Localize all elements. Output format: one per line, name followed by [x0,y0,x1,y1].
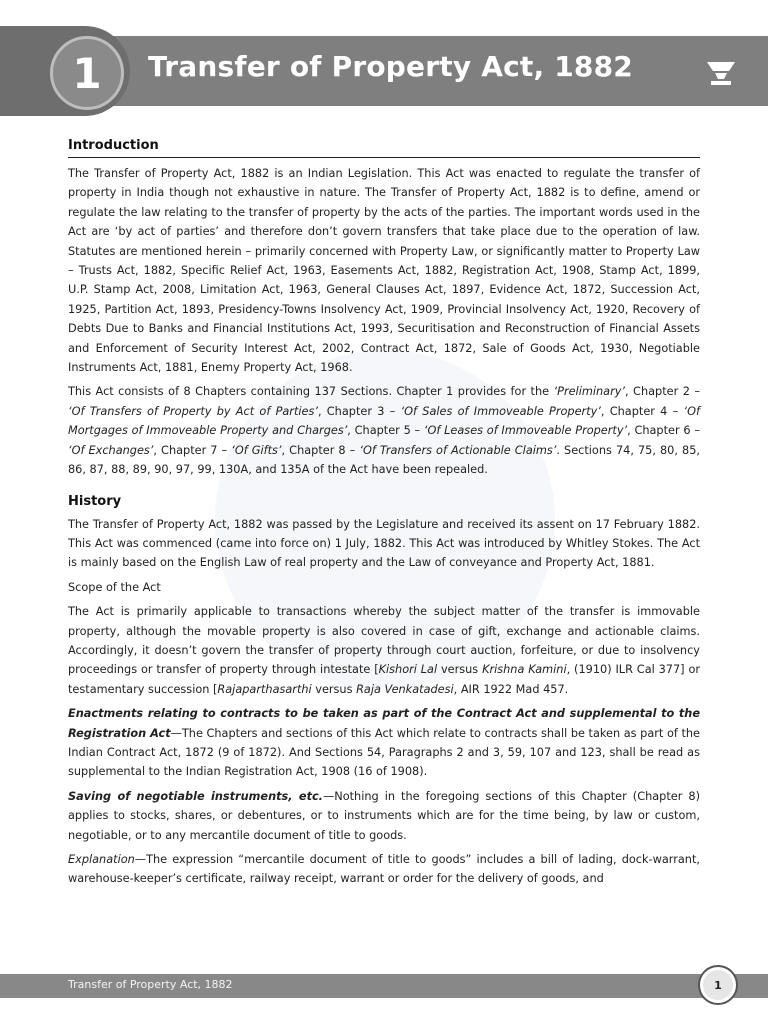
history-paragraph-3: Enactments relating to contracts to be taken as part of the Contract Act and supplemental to the Registration Act—The Chapters and sections of this Act which relate to contracts shall be taken as part of the Indian Contract Act, 1872 (9 of 1872). And Sections 54, Paragraphs 2 and 3, 59, 107 and 123, shall be read as supplemental to the Indian Registration Act, 1908 (16 of 1908). [68,707,700,779]
history-paragraph-4: Saving of negotiable instruments, etc.—Nothing in the foregoing sections of this Chapter (Chapter 8) applies to stocks, shares, or debentures, or to instruments which are for the time being, by law or custom, negotiable, or to any mercantile document of title to goods. [68,789,700,842]
page-number: 1 [703,970,733,1000]
footer-title: Transfer of Property Act, 1882 [68,978,233,991]
history-paragraph-5: Explanation—The expression “mercantile document of title to goods” includes a bill of lading, dock-warrant, warehouse-keeper’s certificate, railway receipt, warrant or order for the delivery of goods, and [68,853,700,886]
chapter-number: 1 [50,36,124,110]
history-paragraph-2: The Act is primarily applicable to transactions whereby the subject matter of the transfer is immovable property, although the movable property is also covered in case of gift, exchange and actionable claims. Accordingly, it doesn’t govern the transfer of property through court auction, forfeiture, or due to insolvency proceedings or transfer of property through intestate [Kishori Lal versus Krishna Kamini, (1910) ILR Cal 377] or testamentary succession [Rajaparthasarthi versus Raja Venkatadesi, AIR 1922 Mad 457. [68,605,700,696]
intro-paragraph-1: The Transfer of Property Act, 1882 is an Indian Legislation. This Act was enacted to regulate the transfer of property in India though not exhaustive in nature. The Transfer of Property Act, 1882 is to define, amend or regulate the law relating to the transfer of property by the acts of the parties. The important words used in the Act are ‘by act of parties’ and therefore don’t govern transfers that take place due to the operation of law. Statutes are mentioned herein – primarily concerned with Property Law, or significantly matter to Property Law – Trusts Act, 1882, Specific Relief Act, 1963, Easements Act, 1882, Registration Act, 1908, Stamp Act, 1899, U.P. Stamp Act, 2008, Limitation Act, 1963, General Clauses Act, 1897, Evidence Act, 1872, Succession Act, 1925, Partition Act, 1893, Presidency-Towns Insolvency Act, 1909, Provincial Insolvency Act, 1920, Recovery of Debts Due to Banks and Financial Institutions Act, 1993, Securitisation and Reconstruction of Financial Assets and Enforcement of Security Interest Act, 2002, Contract Act, 1872, Sale of Goods Act, 1930, Negotiable Instruments Act, 1881, Enemy Property Act, 1968. [68,167,700,375]
scope-label: Scope of the Act [68,580,161,594]
history-heading: History [68,493,122,509]
publisher-logo-icon [705,60,737,86]
intro-paragraph-2: This Act consists of 8 Chapters containing 137 Sections. Chapter 1 provides for the ‘Preliminary’, Chapter 2 – ‘Of Transfers of Property by Act of Parties’, Chapter 3 – ‘Of Sales of Immoveable Property’, Chapter 4 – ‘Of Mortgages of Immoveable Property and Charges’, Chapter 5 – ‘Of Leases of Immoveable Property’, Chapter 6 – ‘Of Exchanges’, Chapter 7 – ‘Of Gifts’, Chapter 8 – ‘Of Transfers of Actionable Claims’. Sections 74, 75, 80, 85, 86, 87, 88, 89, 90, 97, 99, 130A, and 135A of the Act have been repealed. [68,385,700,477]
introduction-heading: Introduction [68,138,700,158]
history-paragraph-1: The Transfer of Property Act, 1882 was passed by the Legislature and received its assent on 17 February 1882. This Act was commenced (came into force on) 1 July, 1882. This Act was introduced by Whitley Stokes. The Act is mainly based on the English Law of real property and the Law of conveyance and Property Act, 1881. [68,517,700,570]
chapter-title: Transfer of Property Act, 1882 [148,50,633,83]
page-number-badge [698,965,738,1005]
page-content [68,138,700,894]
